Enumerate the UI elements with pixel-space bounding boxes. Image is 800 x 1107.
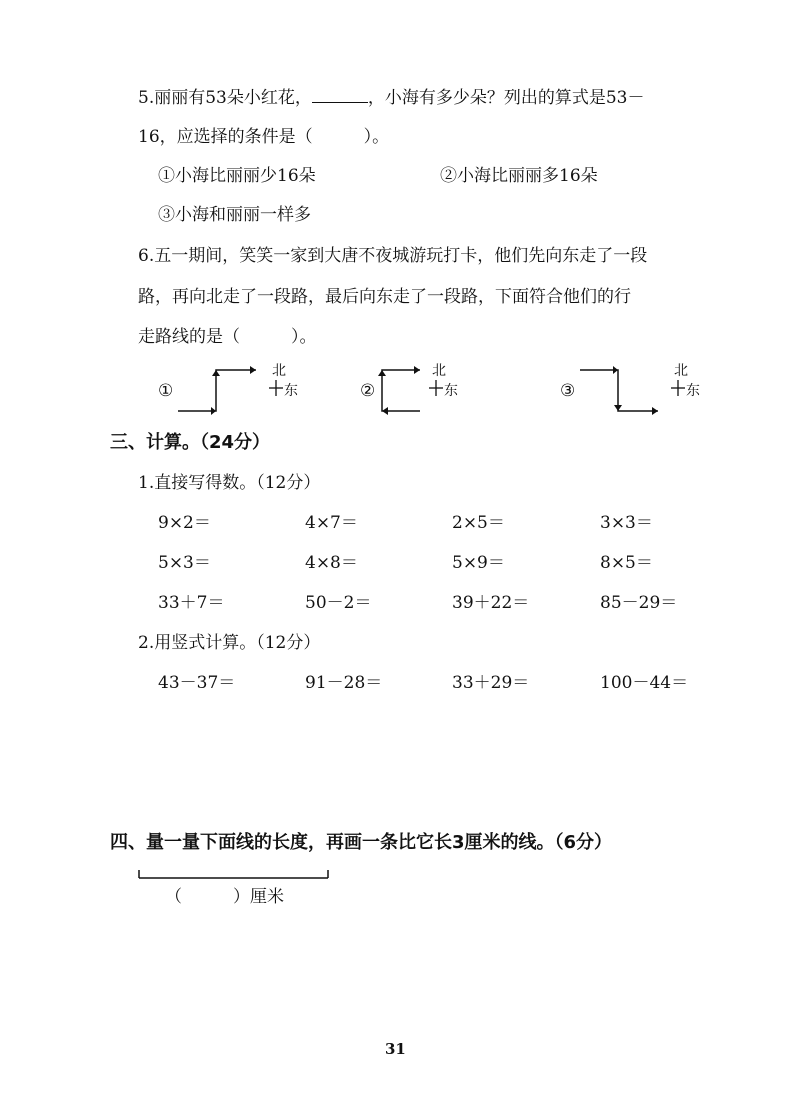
calc-item: 4×8＝	[305, 553, 358, 573]
q5-line1-b: ，小海有多少朵？列出的算式是53－	[367, 88, 645, 108]
vertical-calc-item: 91－28＝	[305, 673, 383, 693]
q5-line2: 16，应选择的条件是（ ）。	[138, 127, 390, 147]
arrow-head	[652, 407, 658, 415]
route-option-1-label: ①	[158, 381, 174, 401]
arrow-head	[414, 366, 420, 374]
compass-cross-icon	[428, 378, 444, 398]
calc-item: 50－2＝	[305, 593, 372, 613]
calc-item: 3×3＝	[600, 513, 653, 533]
arrow-head	[378, 370, 386, 376]
q5-option-1: ①小海比丽丽少16朵	[158, 166, 316, 186]
q6-line1: 6.五一期间，笑笑一家到大唐不夜城游玩打卡，他们先向东走了一段	[138, 246, 648, 266]
compass-east-1: 东	[284, 383, 298, 399]
route-option-2-label: ②	[360, 381, 376, 401]
calc-item: 85－29＝	[600, 593, 678, 613]
q6-line3: 走路线的是（ ）。	[138, 327, 317, 347]
calc-item: 5×3＝	[158, 553, 211, 573]
vertical-calc-item: 100－44＝	[600, 673, 689, 693]
arrow-head	[212, 370, 220, 376]
calc-item: 8×5＝	[600, 553, 653, 573]
q6-line2: 路，再向北走了一段路，最后向东走了一段路，下面符合他们的行	[138, 287, 631, 307]
route-option-3-label: ③	[560, 381, 576, 401]
section-4-title: 四、量一量下面线的长度，再画一条比它长3厘米的线。（6分）	[110, 832, 613, 853]
compass-north-3: 北	[674, 363, 688, 379]
page-number: 31	[385, 1040, 406, 1058]
arrow-head	[614, 405, 622, 411]
calc-item: 2×5＝	[452, 513, 505, 533]
calc-item: 39＋22＝	[452, 593, 530, 613]
arrow-head	[250, 366, 256, 374]
vertical-calc-item: 43－37＝	[158, 673, 236, 693]
q5-line1-a: 5.丽丽有53朵小红花，	[138, 88, 312, 108]
q5-blank[interactable]	[312, 86, 368, 103]
compass-east-3: 东	[686, 383, 700, 399]
calc-item: 4×7＝	[305, 513, 358, 533]
route-path	[580, 370, 658, 411]
route-path	[178, 370, 256, 411]
calc-item: 5×9＝	[452, 553, 505, 573]
measure-answer[interactable]: （ ）厘米	[165, 887, 284, 907]
compass-cross-icon	[670, 378, 686, 398]
measure-line	[138, 866, 330, 880]
vertical-calc-item: 33＋29＝	[452, 673, 530, 693]
q5-option-3: ③小海和丽丽一样多	[158, 205, 311, 225]
q5-line1	[138, 86, 645, 109]
compass-cross-icon	[268, 378, 284, 398]
section-3-sub1: 1.直接写得数。（12分）	[138, 473, 321, 493]
section-3-title: 三、计算。（24分）	[110, 432, 271, 453]
compass-north-1: 北	[272, 363, 286, 379]
route-path	[382, 370, 420, 411]
q5-option-2: ②小海比丽丽多16朵	[440, 166, 598, 186]
compass-east-2: 东	[444, 383, 458, 399]
section-3-sub2: 2.用竖式计算。（12分）	[138, 633, 321, 653]
compass-north-2: 北	[432, 363, 446, 379]
arrow-head	[382, 407, 388, 415]
calc-item: 9×2＝	[158, 513, 211, 533]
calc-item: 33＋7＝	[158, 593, 225, 613]
